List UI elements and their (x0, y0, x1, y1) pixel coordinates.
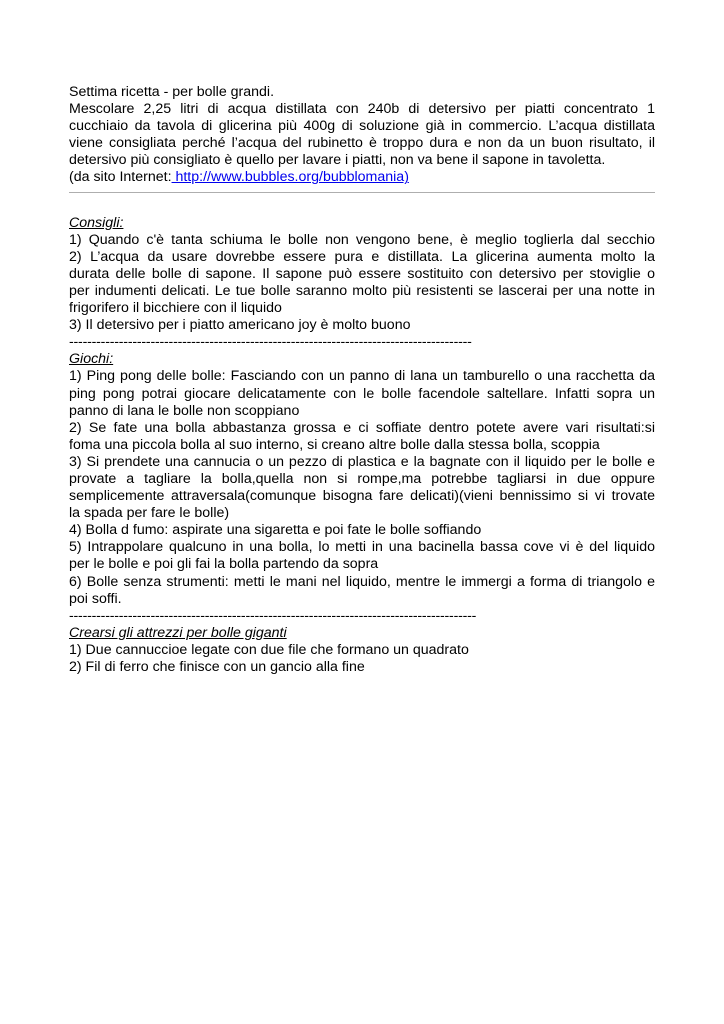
giochi-line: foma una piccola bolla al suo interno, si creano altre bolle dalla stessa bolla, scoppia (69, 436, 600, 453)
giochi-line: poi soffi. (69, 590, 122, 607)
document-page (69, 84, 655, 676)
consigli-line: frigorifero il bicchiere con il liquido (69, 300, 282, 317)
giochi-line: provate a tagliare la bolla,quella non si rompe,ma potrebbe tagliarsi in due oppure (69, 470, 655, 487)
giochi-line: semplicemente attraversala(comunque bisogna fare delicati)(vieni bennissimo si vi trovate (69, 488, 655, 505)
recipe-text-line: detersivo più consigliato è quello per lavare i piatti, non va bene il sapone in tavoletta. (69, 152, 606, 169)
giochi-line: la spada per fare le bolle) (69, 505, 230, 522)
attrezzi-line: 2) Fil di ferro che finisce con un gancio alla fine (69, 659, 365, 675)
consigli-line: per indumenti delicati. Le tue bolle saranno molto più resistenti se lascerai per una notte in (69, 282, 655, 299)
giochi-heading: Giochi: (69, 351, 114, 368)
dashed-separator: ----------------------------------------------------------------------------------------- (69, 334, 472, 351)
consigli-line: 3) Il detersivo per i piatto americano joy è molto buono (69, 317, 411, 334)
giochi-line: 1) Ping pong delle bolle: Fasciando con un panno di lana un tamburello o una racchetta da (69, 368, 655, 385)
source-prefix: (da sito Internet: (69, 169, 172, 186)
consigli-heading: Consigli: (69, 214, 124, 231)
giochi-line: per le bolle e poi gli fai la bolla partendo da sopra (69, 556, 379, 573)
giochi-line: 5) Intrappolare qualcuno in una bolla, lo metti in una bacinella bassa cove vi è del liquido (69, 539, 655, 556)
recipe-text-line: cucchiaio da tavola di glicerina più 400g di soluzione già in commercio. L’acqua distillata (69, 118, 655, 135)
consigli-line: durata delle bolle di sapone. Il sapone può essere sostituito con detersivo per stoviglie o (69, 265, 655, 282)
attrezzi-line: 1) Due cannuccioe legate con due file che formano un quadrato (69, 641, 469, 658)
giochi-line: 6) Bolle senza strumenti: metti le mani nel liquido, mentre le immergi a forma di triangolo e (69, 573, 655, 590)
giochi-line: ping pong potrai giocare delicatamente con le bolle facendole saltellare. Infatti sopra un (69, 385, 655, 402)
recipe-text-line: Mescolare 2,25 litri di acqua distillata con 240b di detersivo per piatti concentrato 1 (69, 101, 655, 118)
attrezzi-heading: Crearsi gli attrezzi per bolle giganti (69, 624, 287, 641)
source-link[interactable]: http://www.bubbles.org/bubblomania) (171, 169, 409, 186)
dashed-separator: ------------------------------------------------------------------------------------------ (69, 607, 477, 624)
giochi-line: 2) Se fate una bolla abbastanza grossa e ci soffiate dentro potete avere vari risultati:si (69, 419, 655, 436)
giochi-line: panno di lana le bolle non scoppiano (69, 402, 300, 419)
horizontal-divider (69, 192, 655, 193)
recipe-text-line: viene consigliata perché l’acqua del rubinetto è troppo dura e non da un buon risultato, il (69, 135, 655, 152)
recipe-source (69, 169, 655, 186)
recipe-title: Settima ricetta - per bolle grandi. (69, 84, 275, 100)
consigli-line: 1) Quando c'è tanta schiuma le bolle non vengono bene, è meglio toglierla dal secchio (69, 231, 655, 248)
giochi-line: 3) Si prendete una cannucia o un pezzo di plastica e la bagnate con il liquido per le bolle e (69, 453, 655, 470)
consigli-line: 2) L’acqua da usare dovrebbe essere pura e distillata. La glicerina aumenta molto la (69, 248, 655, 265)
giochi-line: 4) Bolla d fumo: aspirate una sigaretta e poi fate le bolle soffiando (69, 522, 482, 539)
